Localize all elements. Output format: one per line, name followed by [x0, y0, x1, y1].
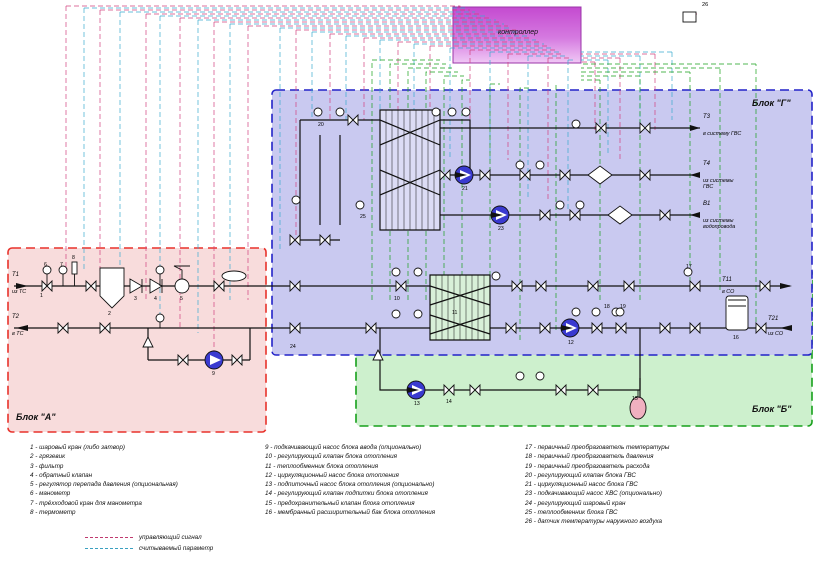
legend-item: 25 - теплообменник блока ГВС [525, 509, 618, 517]
legend-line-read [85, 545, 810, 553]
port-v1-text: из системы водопровода [703, 218, 736, 230]
tag-17b: 17 [686, 264, 692, 270]
port-t21-tag: Т21 [768, 316, 779, 322]
outdoor-temp-sensor-26 [683, 12, 696, 22]
tag-11b: 11 [452, 310, 458, 316]
port-t21-text: из СО [768, 331, 784, 337]
legend-item: 26 - датчик температуры наружного воздуха [525, 518, 663, 526]
legend-item: 12 - циркуляционный насос блока отопления [265, 471, 399, 479]
legend-line-styles [30, 534, 810, 553]
legend-item: 8 - термометр [30, 509, 76, 517]
legend-item: 20 - регулирующий клапан блока ГВС [525, 471, 636, 479]
legend-item: 21 - циркуляционный насос блока ГВС [525, 481, 638, 489]
block-label-b: Блок "Б" [752, 404, 792, 414]
tag-2a: 2 [108, 311, 111, 317]
tag-25g: 25 [360, 214, 366, 220]
port-v1-tag: В1 [703, 201, 711, 207]
legend-item: 11 - теплообменник блока отопления [265, 462, 379, 470]
tag-21g: 21 [462, 186, 468, 192]
tag-1a: 1 [40, 293, 43, 299]
legend-item: 17 - первичный преобразователь температуры [525, 444, 670, 451]
legend-item: 1 - шаровый кран (либо затвор) [30, 444, 125, 451]
legend-item: 16 - мембранный расширительный бак блока отопления [265, 509, 436, 517]
legend-column-3 [525, 444, 810, 527]
legend [30, 444, 810, 553]
tag-10b: 10 [394, 296, 400, 302]
legend-item: 19 - первичный преобразователь расхода [525, 462, 650, 470]
port-t2-text: в ТС [12, 331, 24, 337]
control-line-swatch [85, 537, 133, 538]
port-t4-text: из системы ГВС [703, 178, 734, 190]
port-t3-tag: T3 [703, 114, 711, 120]
tag-12b: 12 [568, 340, 574, 346]
legend-line-label: считываемый параметр [139, 544, 214, 552]
legend-item: 15 - предохранительный клапан блока отопления [265, 499, 415, 507]
port-t2-tag: T2 [12, 314, 20, 320]
read-line-swatch [85, 548, 133, 549]
legend-item: 2 - грязевик [30, 453, 66, 461]
legend-item: 24 - регулирующий шаровый кран [525, 499, 626, 507]
tag-15b: 15 [632, 396, 638, 402]
legend-item: 13 - подпиточный насос блока отопления (опционально) [265, 481, 435, 489]
tag-9a: 9 [212, 371, 215, 377]
tag-16b: 16 [733, 335, 739, 341]
legend-item: 7 - трёхходовой кран для манометра [30, 499, 142, 507]
controller-label: контроллер [497, 29, 539, 36]
block-label-g: Блок "Г" [752, 98, 791, 108]
tag-4a: 4 [154, 296, 157, 302]
legend-item: 9 - подкачивающий насос блока ввода (опционально) [265, 444, 422, 451]
tag-18b: 18 [604, 304, 610, 310]
legend-item: 14 - регулирующий клапан подпитки блока отопления [265, 490, 428, 498]
legend-column-1 [30, 444, 265, 527]
port-t3-text: в систему ГВС [703, 131, 742, 137]
legend-line-label: управляющий сигнал [139, 533, 202, 541]
legend-item: 3 - фильтр [30, 462, 64, 470]
legend-item: 18 - первичный преобразователь давления [525, 453, 654, 461]
legend-item: 23 - подкачивающий насос ХВС (опционально) [525, 490, 662, 498]
tag-19b: 19 [620, 304, 626, 310]
port-t1-tag: T1 [12, 272, 20, 278]
tag-6a: 6 [44, 262, 47, 268]
tag-23g: 23 [498, 226, 504, 232]
tag-8a: 8 [72, 255, 75, 261]
tag-7a: 7 [60, 262, 63, 268]
tag-5a: 5 [180, 296, 183, 302]
tag-20g: 20 [318, 122, 324, 128]
legend-item: 5 - регулятор перепада давления (опциональная) [30, 481, 178, 489]
legend-line-control [85, 534, 810, 542]
tag-14b: 14 [446, 399, 452, 405]
tag-24a: 24 [290, 344, 296, 350]
legend-item: 10 - регулирующий клапан блока отопления [265, 453, 397, 461]
tag-13b: 13 [414, 401, 420, 407]
legend-item: 4 - обратный клапан [30, 471, 93, 479]
legend-column-2 [265, 444, 525, 527]
legend-item: 6 - манометр [30, 490, 71, 498]
port-t1-text: из ТС [12, 289, 27, 295]
tag-3a: 3 [134, 296, 137, 302]
block-label-a: Блок "А" [16, 412, 56, 422]
sensor-26-tag: 26 [702, 2, 709, 8]
port-t11-tag: Т11 [722, 277, 732, 283]
port-t4-tag: T4 [703, 161, 711, 167]
port-t11-text: в СО [722, 289, 735, 295]
